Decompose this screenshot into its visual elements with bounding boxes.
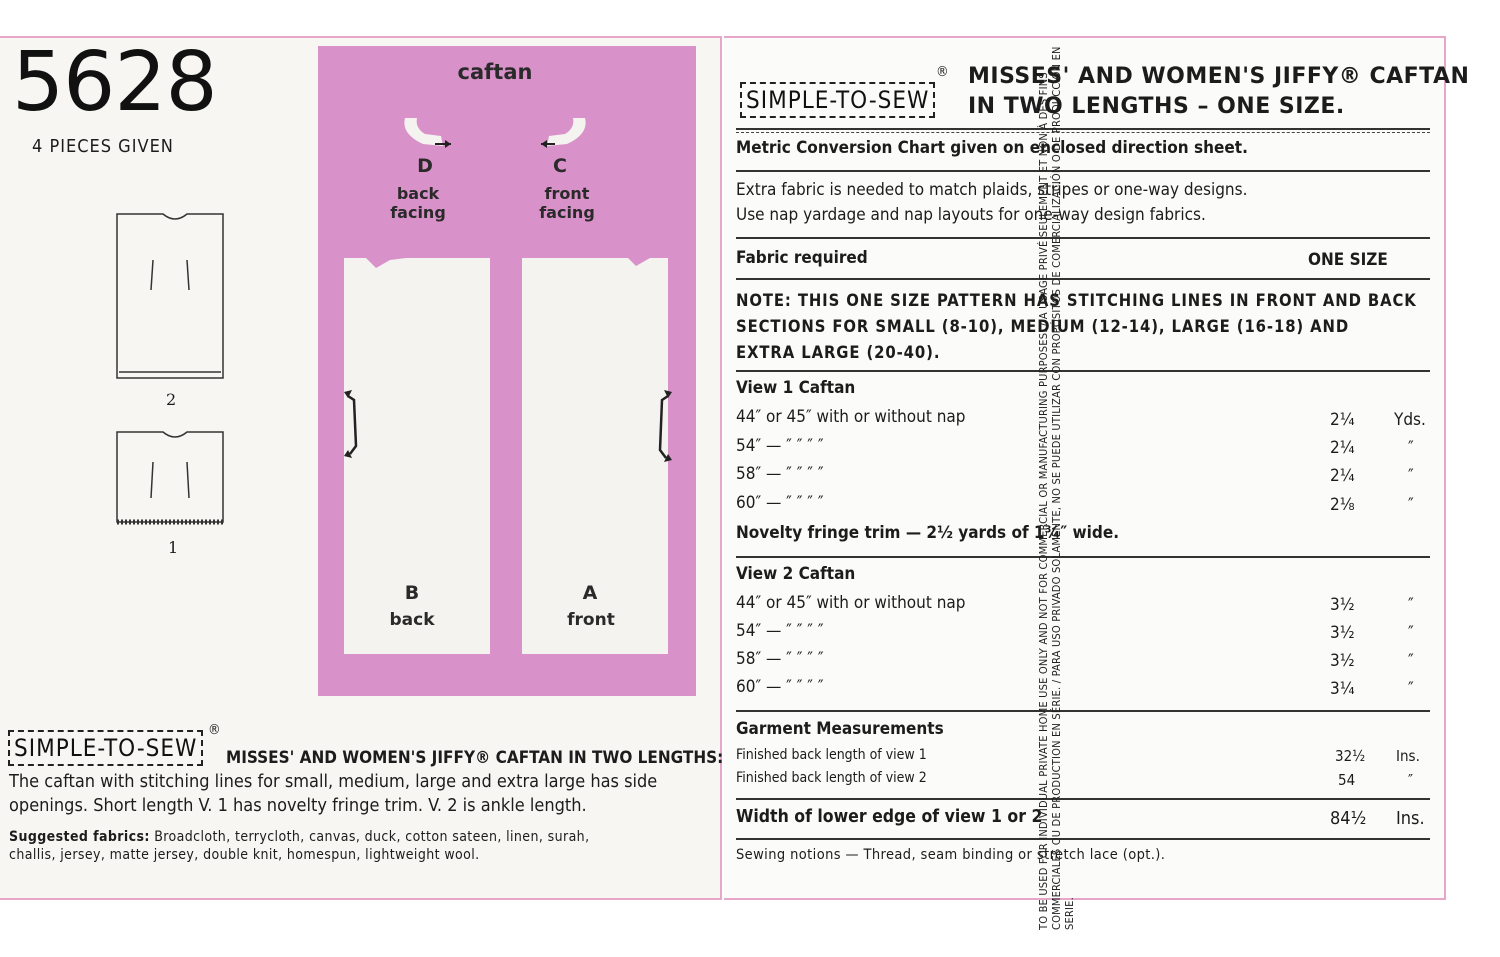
divider <box>736 556 1430 558</box>
divider <box>736 237 1430 239</box>
view1-amount: 2¼ <box>1330 466 1355 486</box>
divider <box>736 798 1430 800</box>
grainline-bracket-front <box>660 396 668 458</box>
view2-unit: ″ <box>1408 623 1414 643</box>
lower-edge-width-label: Width of lower edge of view 1 or 2 <box>736 807 1043 827</box>
view2-row: 60″ — ″ ″ ″ ″ <box>736 677 824 697</box>
fabric-required-label: Fabric required <box>736 248 868 268</box>
size-note: NOTE: THIS ONE SIZE PATTERN HAS STITCHING LINES IN FRONT AND BACK SECTIONS FOR SMALL (8-10), MEDIUM (12-14), LARGE (16-18) AND EXTRA LARGE (20-40). <box>736 291 1417 362</box>
view1-amount: 2¼ <box>1330 438 1355 458</box>
metric-note: Metric Conversion Chart given on enclosed direction sheet. <box>736 138 1248 158</box>
view1-amount: 2⅛ <box>1330 495 1355 515</box>
garment-amount: 54 <box>1338 771 1356 789</box>
sewing-notions: Sewing notions — Thread, seam binding or stretch lace (opt.). <box>736 847 1166 863</box>
view2-amount: 3½ <box>1330 623 1355 643</box>
divider <box>736 170 1430 172</box>
garment-title: Garment Measurements <box>736 719 944 739</box>
fringe-note: Novelty fringe trim — 2½ yards of 1¾″ wide. <box>736 523 1120 543</box>
view1-unit: ″ <box>1408 438 1414 458</box>
extra-fabric-note: Extra fabric is needed to match plaids, stripes or one-way designs. Use nap yardage and nap layouts for one-way design fabrics. <box>736 180 1248 225</box>
piece-a-letter: A <box>582 582 598 604</box>
view1-row: 54″ — ″ ″ ″ ″ <box>736 436 824 456</box>
garment-row: Finished back length of view 2 <box>736 770 927 786</box>
view2-row: 58″ — ″ ″ ″ ″ <box>736 649 824 669</box>
divider <box>736 838 1430 840</box>
view-1-sketch <box>117 432 223 522</box>
layout-title: caftan <box>457 60 533 84</box>
divider <box>736 128 1430 130</box>
view1-amount: 2¼ <box>1330 410 1355 430</box>
view2-row: 54″ — ″ ″ ″ ″ <box>736 621 824 641</box>
view-number-1: 1 <box>168 538 179 557</box>
brand-logo-left: SIMPLE-TO-SEW <box>8 730 203 766</box>
piece-c-letter: C <box>553 155 567 177</box>
piece-a-name: front <box>567 610 615 630</box>
view1-unit: ″ <box>1408 466 1414 486</box>
view2-unit: ″ <box>1408 679 1414 699</box>
lower-edge-width-amount: 84½ <box>1330 808 1367 829</box>
pattern-number: 5628 <box>12 35 217 130</box>
view2-amount: 3¼ <box>1330 679 1355 699</box>
view1-row: 58″ — ″ ″ ″ ″ <box>736 464 824 484</box>
view2-unit: ″ <box>1408 595 1414 615</box>
view2-unit: ″ <box>1408 651 1414 671</box>
reg-mark-right: ® <box>936 64 949 80</box>
piece-b-letter: B <box>404 582 420 604</box>
reg-mark-left: ® <box>208 722 221 738</box>
view1-row: 60″ — ″ ″ ″ ″ <box>736 493 824 513</box>
suggested-fabrics: Suggested fabrics: Broadcloth, terrycloth, canvas, duck, cotton sateen, linen, surah, challis, jersey, matte jersey, double knit, homespun, lightweight wool. <box>9 829 590 863</box>
garment-unit: ″ <box>1408 771 1414 789</box>
view1-row: 44″ or 45″ with or without nap <box>736 407 966 427</box>
view1-unit: Yds. <box>1394 410 1426 430</box>
piece-d-letter: D <box>417 155 433 177</box>
front-facing-shape <box>547 118 586 146</box>
view2-amount: 3½ <box>1330 595 1355 615</box>
right-title: MISSES' AND WOMEN'S JIFFY® CAFTAN IN TWO LENGTHS – ONE SIZE. <box>968 64 1470 119</box>
view2-title: View 2 Caftan <box>736 564 856 584</box>
garment-unit: Ins. <box>1396 747 1420 765</box>
one-size-label: ONE SIZE <box>1308 250 1388 270</box>
view-number-2: 2 <box>166 390 177 409</box>
view1-title: View 1 Caftan <box>736 378 856 398</box>
garment-row: Finished back length of view 1 <box>736 747 927 763</box>
divider <box>736 370 1430 372</box>
back-facing-shape <box>404 118 443 146</box>
divider <box>736 710 1430 712</box>
left-description: The caftan with stitching lines for small, medium, large and extra large has side openings. Short length V. 1 has novelty fringe trim. V. 2 is ankle length. <box>9 771 658 816</box>
view2-row: 44″ or 45″ with or without nap <box>736 593 966 613</box>
view-2-sketch <box>117 214 223 378</box>
brand-logo-right: SIMPLE-TO-SEW <box>740 82 935 118</box>
usage-disclaimer: TO BE USED FOR INDIVIDUAL PRIVATE HOME USE ONLY AND NOT FOR COMMERCIAL OR MANUFACTURING PURPOSES. / A USAGE PRIVÉ SEULEMENT ET NON À DES FINS COMMERCIALES OU DE PRODUCTION EN SÉRIE. / PARA USO PRIVADO SOLAMENTE, NO SE PUEDE UTILIZAR CON PROPÓSITOS DE COMERCIALIZACIÓN O DE PRODUCCIÓN EN SERIE. <box>1037 46 1076 930</box>
piece-b-name: back <box>389 610 435 630</box>
divider <box>736 132 1430 133</box>
piece-c-name: front facing <box>539 184 595 222</box>
divider <box>736 278 1430 280</box>
left-title: MISSES' AND WOMEN'S JIFFY® CAFTAN IN TWO LENGTHS: <box>226 748 724 768</box>
facing-shapes <box>395 112 595 157</box>
view-sketches <box>105 200 235 560</box>
layout-markings <box>336 250 681 480</box>
view1-unit: ″ <box>1408 495 1414 515</box>
lower-edge-width-unit: Ins. <box>1396 808 1425 829</box>
grainline-bracket-back <box>348 396 356 454</box>
piece-d-name: back facing <box>390 184 446 222</box>
pieces-given: 4 PIECES GIVEN <box>32 136 174 157</box>
view2-amount: 3½ <box>1330 651 1355 671</box>
garment-amount: 32½ <box>1335 747 1366 765</box>
